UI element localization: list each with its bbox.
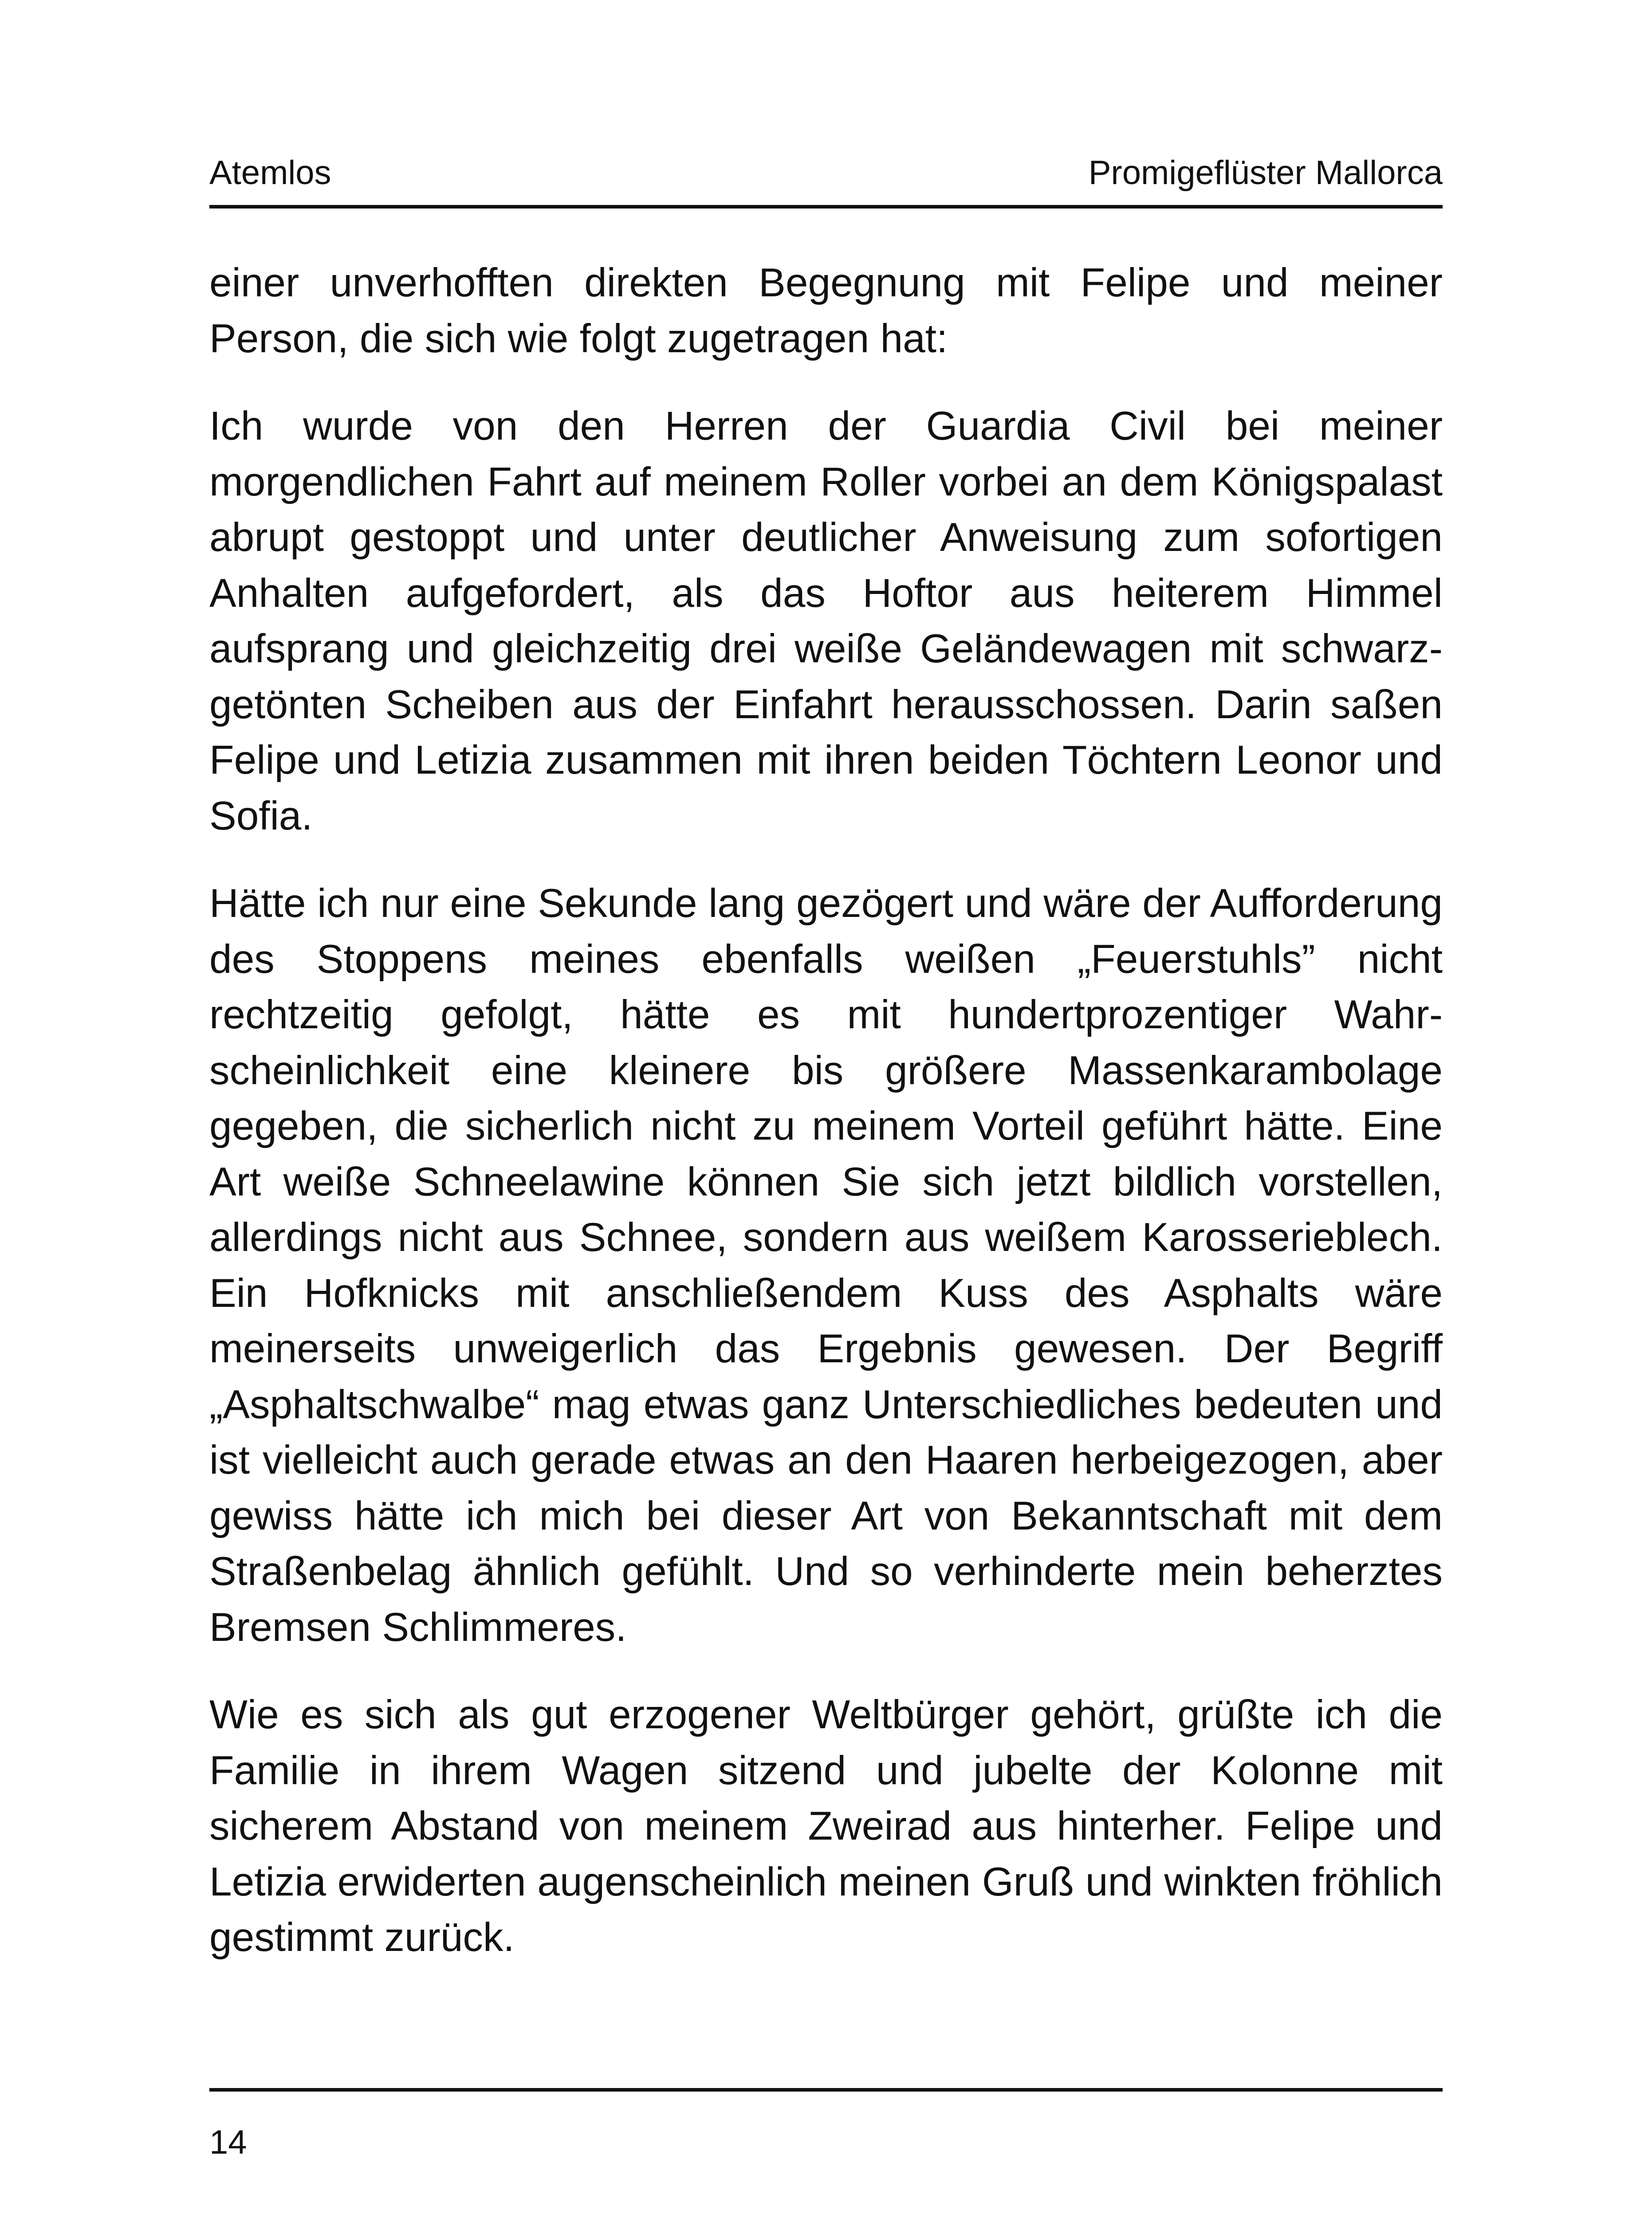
footer-rule — [209, 2088, 1443, 2092]
page-number: 14 — [209, 2124, 247, 2161]
header-rule — [209, 205, 1443, 208]
paragraph: einer unverhofften direkten Begegnung mit Felipe und meiner Person, die sich wie folgt zugetragen hat: — [209, 260, 1443, 361]
paragraph: Ich wurde von den Herren der Guardia Civil bei meiner morgendlichen Fahrt auf meinem Roller vorbei an dem Königspalast abrupt gestoppt und unter deutlicher Anweisung zum sofortigen Anhalten aufgefordert, als das Hoftor aus heiterem Himmel aufsprang und gleichzeitig drei weiße Geländewagen mit schwarzgetönten Scheiben aus der Einfahrt herausschossen. Darin saßen Felipe und Letizia zusammen mit ihren beiden Töchtern Leonor und Sofia. — [209, 404, 1443, 838]
running-header — [209, 151, 1443, 195]
body-text — [209, 255, 1443, 1966]
header-chapter-title: Promigeflüster Mallorca — [1088, 154, 1443, 192]
header-book-title: Atemlos — [209, 154, 331, 192]
paragraph: Hätte ich nur eine Sekunde lang gezögert und wäre der Aufforderung des Stoppens meines ebenfalls weißen „Feuerstuhls” nicht rechtzeitig gefolgt, hätte es mit hundertprozentiger Wahrscheinlichkeit eine kleinere bis größere Massenkarambolage gegeben, die sicherlich nicht zu meinem Vorteil geführt hätte. Eine Art weiße Schneelawine können Sie sich jetzt bildlich vorstellen, allerdings nicht aus Schnee, sondern aus weißem Karosserieblech. Ein Hofknicks mit anschließendem Kuss des Asphalts wäre meinerseits unweigerlich das Ergebnis gewesen. Der Begriff „Asphaltschwalbe“ mag etwas ganz Unterschiedliches bedeuten und ist vielleicht auch gerade etwas an den Haaren herbeigezogen, aber gewiss hätte ich mich bei dieser Art von Bekanntschaft mit dem Straßenbelag ähnlich gefühlt. Und so verhinderte mein beherztes Bremsen Schlimmeres. — [209, 881, 1443, 1650]
paragraph: Wie es sich als gut erzogener Weltbürger gehört, grüßte ich die Familie in ihrem Wagen sitzend und jubelte der Kolonne mit sicherem Abstand von meinem Zweirad aus hinterher. Felipe und Letizia erwiderten augenscheinlich meinen Gruß und winkten fröhlich gestimmt zurück. — [209, 1692, 1443, 1960]
